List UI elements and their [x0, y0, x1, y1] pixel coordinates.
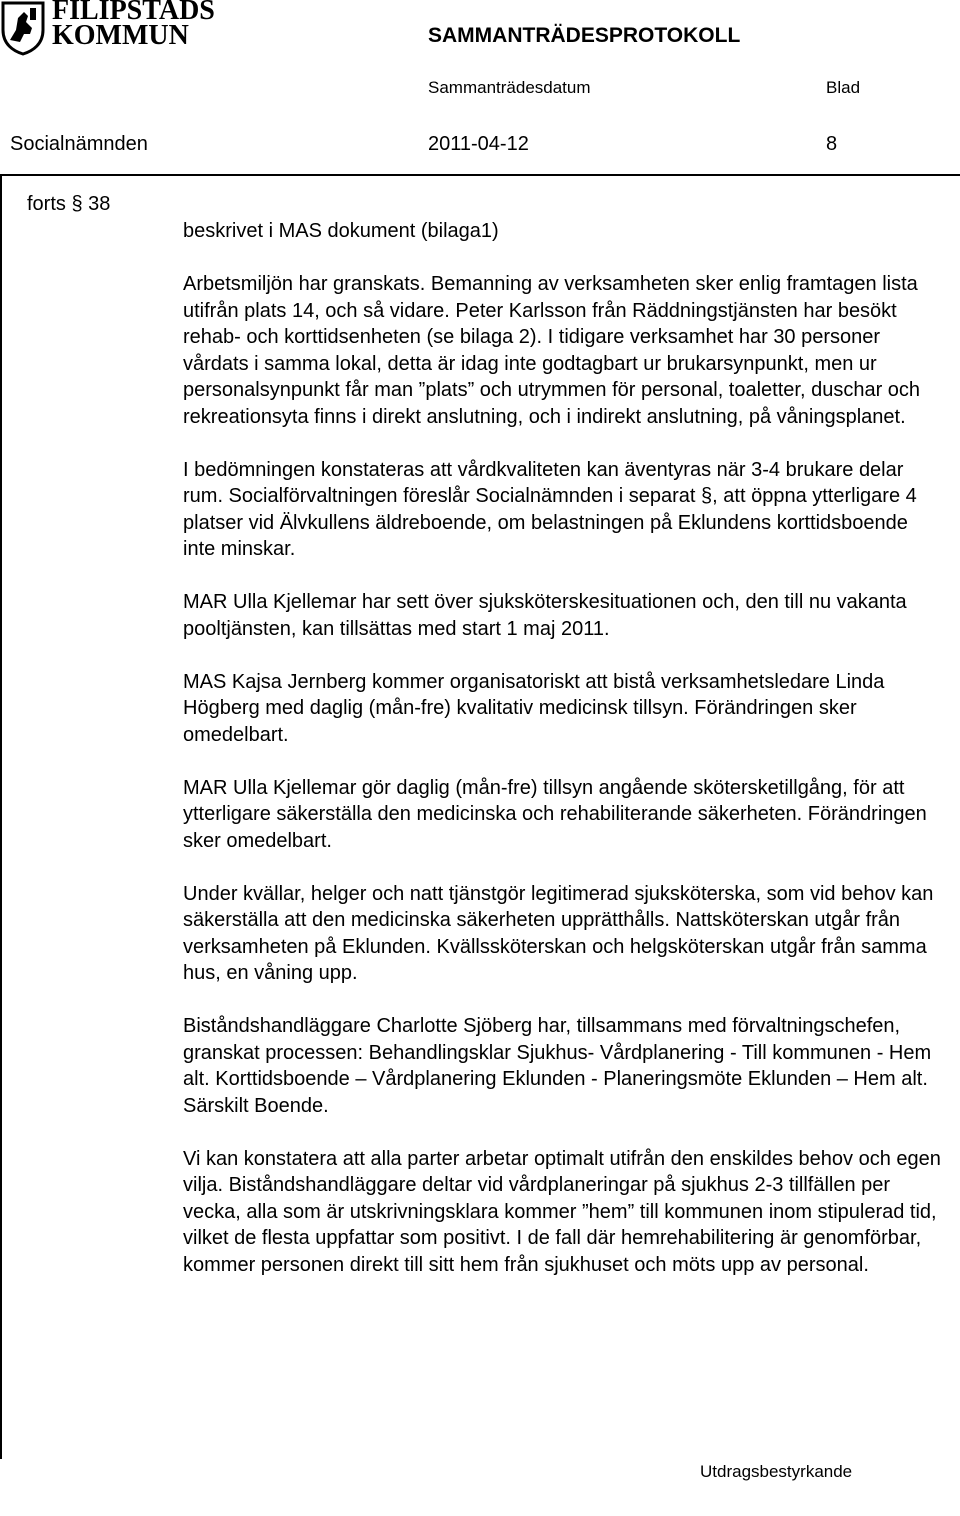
logo-line-2: KOMMUN [52, 20, 189, 51]
minutes-body [183, 218, 943, 1305]
document-title: SAMMANTRÄDESPROTOKOLL [428, 24, 741, 47]
paragraph: beskrivet i MAS dokument (bilaga1) [183, 220, 499, 242]
coat-of-arms-icon [0, 0, 46, 56]
meeting-date: 2011-04-12 [428, 133, 529, 155]
municipality-logo [0, 0, 215, 58]
paragraph: Vi kan konstatera att alla parter arbetar optimalt utifrån den enskildes behov och egen vilja. Biståndshandläggare deltar vid vårdplaneringar på sjukhus 2-3 tillfällen per vecka, alla som är utskrivningsklara kommer ”hem” till kommunen inom stipulerad tid, vilket de flesta uppfattar som positivt. I de fall där hemrehabilitering är genomförbar, kommer personen direkt till sitt hem från sjukhuset och möts upp av personal. [183, 1147, 941, 1276]
paragraph: I bedömningen konstateras att vårdkvaliteten kan äventyras när 3-4 brukare delar rum. Socialförvaltningen föreslår Socialnämnden i separat §, att öppna ytterligare 4 platser vid Älvkullens äldreboende, om belastningen på Eklundens korttidsboende inte minskar. [183, 458, 917, 560]
paragraph: Under kvällar, helger och natt tjänstgör legitimerad sjuksköterska, som vid behov kan säkerställa att den medicinska säkerheten upprätthålls. Nattsköterskan utgår från verksamheten på Eklunden. Kvällssköterskan och helgsköterskan utgår från samma hus, en våning upp. [183, 882, 934, 984]
paragraph: MAS Kajsa Jernberg kommer organisatoriskt att bistå verksamhetsledare Linda Högberg med daglig (mån-fre) kvalitativ medicinsk tillsyn. Förändringen sker omedelbart. [183, 670, 885, 746]
meeting-date-label: Sammanträdesdatum [428, 78, 591, 97]
left-margin-rule [0, 174, 2, 1459]
paragraph: Biståndshandläggare Charlotte Sjöberg har, tillsammans med förvaltningschefen, granskat processen: Behandlingsklar Sjukhus- Vårdplanering - Till kommunen - Hem alt. Korttidsboende – Vårdplanering Eklunden - Planeringsmöte Eklunden – Hem alt. Särskilt Boende. [183, 1015, 932, 1117]
logo-wordmark [52, 0, 222, 51]
logo-line-1: FILIPSTADS [52, 0, 215, 26]
paragraph: MAR Ulla Kjellemar gör daglig (mån-fre) tillsyn angående skötersketillgång, för att ytterligare säkerställa den medicinska och rehabiliterande säkerheten. Förändringen sker omedelbart. [183, 776, 927, 852]
page-label: Blad [826, 78, 861, 97]
certification-label: Utdragsbestyrkande [700, 1462, 853, 1481]
header-divider [0, 174, 960, 176]
organization-name: Socialnämnden [10, 133, 148, 155]
paragraph: Arbetsmiljön har granskats. Bemanning av verksamheten sker enlig framtagen lista utifrån plats 14, och så vidare. Peter Karlsson från Räddningstjänsten har besökt rehab- och korttidsenheten (se bilaga 2). I tidigare verksamhet har 30 personer vårdats i samma lokal, detta är idag inte godtagbart ur brukarsynpunkt, men ur personalsynpunkt får man ”plats” och utrymmen för personal, toaletter, duschar och rekreationsyta finns i direkt anslutning, och i indirekt anslutning, på våningsplanet. [183, 273, 921, 428]
page-number: 8 [826, 133, 838, 155]
paragraph: MAR Ulla Kjellemar har sett över sjuksköterskesituationen och, den till nu vakanta pooltjänsten, kan tillsättas med start 1 maj 2011. [183, 591, 907, 640]
section-reference: forts § 38 [27, 193, 111, 215]
